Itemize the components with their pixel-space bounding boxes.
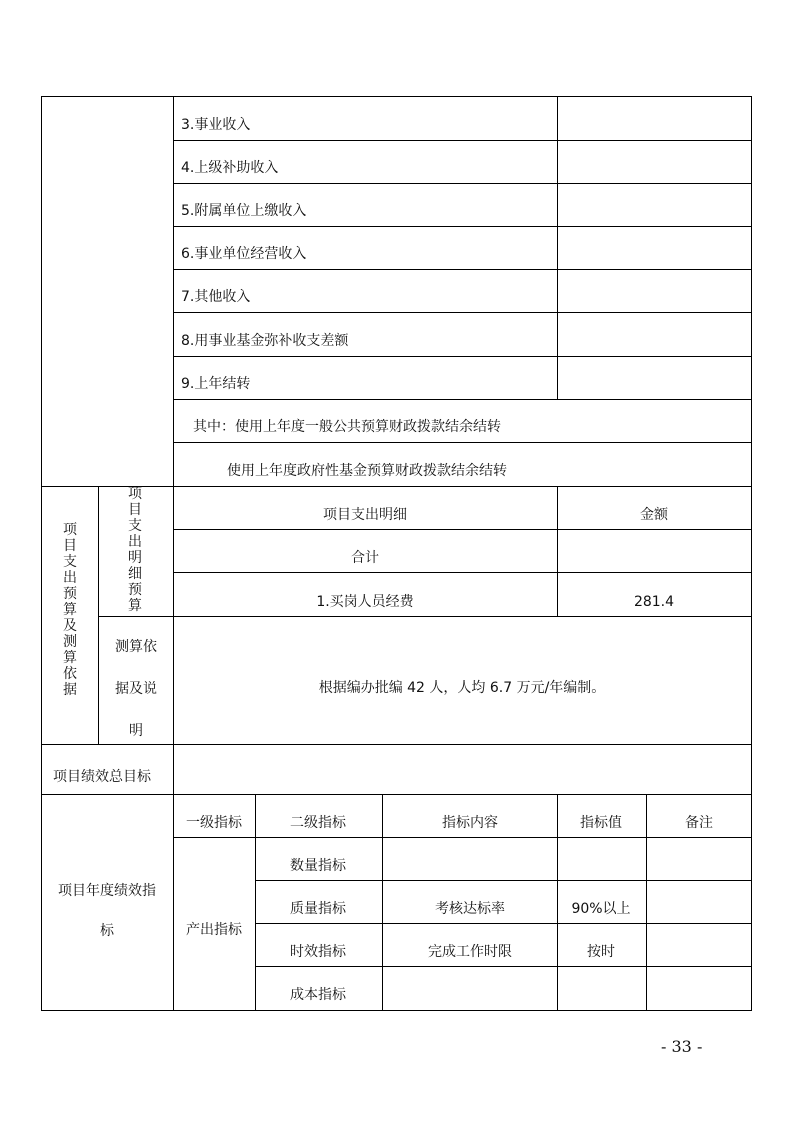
perf-content: 考核达标率 bbox=[435, 901, 505, 917]
perf-level2-label: 时效指标 bbox=[290, 944, 346, 960]
perf-level2-label: 数量指标 bbox=[290, 858, 346, 874]
basis-label: 测算依 bbox=[115, 639, 157, 655]
perf-level2-label: 质量指标 bbox=[290, 901, 346, 917]
perf-header: 备注 bbox=[685, 815, 713, 831]
perf-section-label: 标 bbox=[100, 923, 114, 939]
page-number: - 33 - bbox=[661, 1037, 703, 1056]
total-label: 合计 bbox=[351, 550, 379, 566]
carryover-fund-label: 使用上年度政府性基金预算财政拨款结余结转 bbox=[227, 463, 507, 479]
expense-item-amount: 281.4 bbox=[633, 594, 675, 610]
perf-header: 一级指标 bbox=[186, 815, 242, 831]
goal-label: 项目绩效总目标 bbox=[53, 769, 151, 785]
perf-level1-label: 产出指标 bbox=[186, 922, 242, 938]
perf-value: 90%以上 bbox=[571, 901, 631, 917]
perf-header: 指标内容 bbox=[442, 815, 498, 831]
carryover-general-label: 其中：使用上年度一般公共预算财政拨款结余结转 bbox=[193, 419, 501, 435]
perf-content: 完成工作时限 bbox=[428, 944, 512, 960]
basis-text: 根据编办批编 42 人，人均 6.7 万元/年编制。 bbox=[318, 680, 606, 696]
basis-label: 据及说 bbox=[115, 681, 157, 697]
income-row-label: 3.事业收入 bbox=[181, 117, 251, 133]
perf-header: 指标值 bbox=[580, 815, 622, 831]
expense-item-name: 1.买岗人员经费 bbox=[316, 594, 414, 610]
expense-detail-label: 项目支出明细预算 bbox=[128, 486, 142, 614]
perf-value: 按时 bbox=[587, 944, 615, 960]
perf-header: 二级指标 bbox=[290, 815, 346, 831]
amount-header: 金额 bbox=[640, 507, 668, 523]
income-row-label: 8.用事业基金弥补收支差额 bbox=[181, 333, 349, 349]
expense-section-label: 项目支出预算及测算依据 bbox=[63, 522, 77, 698]
income-row-label: 9.上年结转 bbox=[181, 376, 251, 392]
income-row-label: 6.事业单位经营收入 bbox=[181, 246, 307, 262]
income-row-label: 5.附属单位上缴收入 bbox=[181, 203, 307, 219]
income-row-label: 4.上级补助收入 bbox=[181, 160, 279, 176]
detail-header: 项目支出明细 bbox=[323, 507, 407, 523]
basis-label: 明 bbox=[129, 723, 143, 739]
perf-section-label: 项目年度绩效指 bbox=[58, 883, 156, 899]
perf-level2-label: 成本指标 bbox=[290, 987, 346, 1003]
income-row-label: 7.其他收入 bbox=[181, 289, 251, 305]
